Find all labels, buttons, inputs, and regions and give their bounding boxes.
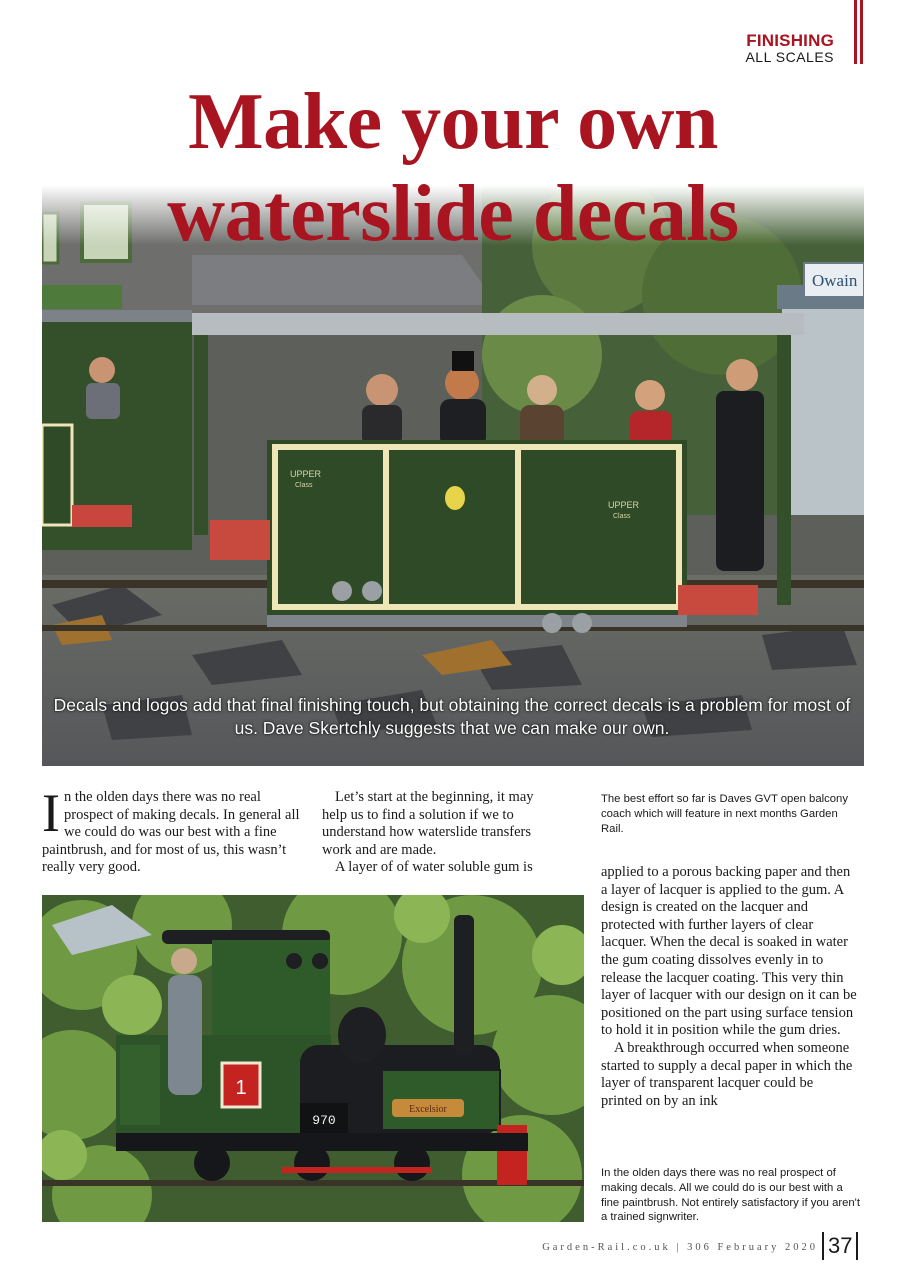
- coach-class-label: Class: [613, 513, 631, 520]
- column-1-text: n the olden days there was no real prospect of making decals. In general all we could do was our best with a fine paintbrush, and for most of us, this wasn’t really very good.: [42, 789, 300, 876]
- title-line-2: waterslide decals: [167, 170, 739, 258]
- column-2: [322, 789, 562, 877]
- column-3-para-1: applied to a porous backing paper and then a layer of lacquer is applied to the gum. A design is created on the lacquer and protected with further layers of clear lacquer. When the decal is soaked in water the gum coating dissolves evenly in to release the lacquer coating. This very thin layer of lacquer with our design on it can be positioned on the part using surface tension to hold it in position while the gum dries.: [601, 864, 857, 1039]
- article-title: [0, 76, 906, 260]
- coach-class-label: UPPER: [608, 500, 640, 510]
- page-footer: Garden-Rail.co.uk | 306 February 2020: [542, 1242, 818, 1253]
- drop-cap: I: [42, 783, 60, 843]
- hero-photo: [42, 185, 864, 766]
- loco-numberplate: 970: [312, 1113, 336, 1128]
- section-sublabel: ALL SCALES: [745, 49, 834, 65]
- section-label: FINISHING: [746, 31, 834, 50]
- locomotive-photo-drawing: [42, 895, 584, 1222]
- hero-photo-drawing: [42, 185, 864, 766]
- photo-caption-top: The best effort so far is Daves GVT open balcony coach which will feature in next months Garden Rail.: [601, 793, 848, 835]
- column-3: [601, 864, 857, 1110]
- station-sign: Owain: [812, 271, 858, 290]
- page-number: 37: [822, 1232, 858, 1260]
- column-1: [42, 783, 306, 877]
- locomotive-photo: [42, 895, 584, 1222]
- section-tag: [745, 32, 834, 64]
- coach-class-label: UPPER: [290, 469, 322, 479]
- column-2-para-1: Let’s start at the beginning, it may help us to find a solution if we to understand how waterslide transfers work and are made.: [322, 789, 534, 858]
- loco-nameplate: Excelsior: [409, 1104, 447, 1115]
- column-3-para-2: A breakthrough occurred when someone started to supply a decal paper in which the layer of transparent lacquer could be printed on by an ink: [601, 1039, 853, 1109]
- section-bar: [854, 0, 857, 64]
- section-bar: [860, 0, 863, 64]
- column-2-para-2: A layer of of water soluble gum is: [335, 859, 533, 876]
- hero-caption: Decals and logos add that final finishing touch, but obtaining the correct decals is a problem for most of us. Dave Skertchly suggests that we can make our own.: [53, 695, 851, 738]
- coach-class-label: Class: [295, 482, 313, 489]
- title-line-1: Make your own: [188, 78, 718, 166]
- photo-caption-bottom: In the olden days there was no real prospect of making decals. All we could do is our best with a fine paintbrush. Not entirely satisfactory if you aren't a trained signwriter.: [601, 1167, 860, 1224]
- loco-number: 1: [235, 1077, 247, 1099]
